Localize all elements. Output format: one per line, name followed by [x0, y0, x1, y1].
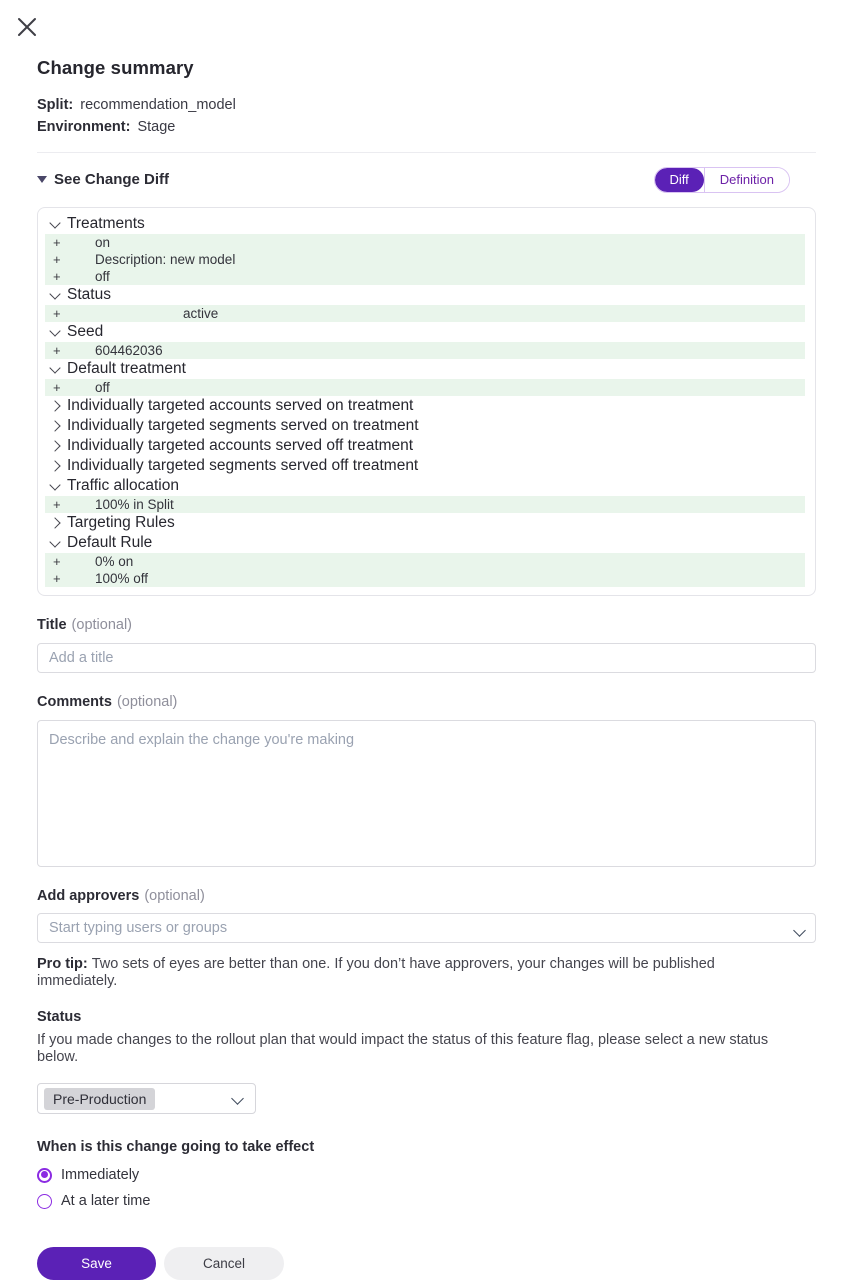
tab-definition[interactable]: Definition	[704, 168, 789, 192]
diff-group-targeted-accounts-on[interactable]	[45, 396, 805, 416]
approvers-field-label: Add approvers (optional)	[37, 888, 205, 904]
diff-group-treatments[interactable]	[45, 214, 805, 234]
radio-selected-icon[interactable]	[37, 1168, 52, 1183]
chevron-down-icon	[49, 362, 60, 373]
chevron-down-icon	[49, 479, 60, 490]
diff-group-label: Default Rule	[67, 534, 153, 551]
status-heading: Status	[37, 1009, 82, 1025]
change-diff-panel	[37, 207, 816, 596]
diff-added-value: active	[183, 306, 219, 321]
plus-icon: +	[53, 380, 61, 395]
diff-group-status[interactable]	[45, 285, 805, 305]
diff-group-label: Treatments	[67, 215, 145, 232]
approvers-input[interactable]	[37, 913, 816, 943]
diff-added-value: on	[95, 235, 111, 250]
radio-label: Immediately	[61, 1167, 140, 1183]
diff-group-targeting-rules[interactable]	[45, 513, 805, 533]
status-select[interactable]	[37, 1083, 256, 1114]
diff-group-seed[interactable]	[45, 322, 805, 342]
effect-heading: When is this change going to take effect	[37, 1139, 315, 1155]
title-input[interactable]	[37, 643, 816, 673]
close-icon	[16, 16, 38, 38]
diff-group-targeted-segments-on[interactable]	[45, 416, 805, 436]
chevron-down-icon	[49, 288, 60, 299]
split-row	[37, 94, 816, 116]
split-value: recommendation_model	[80, 97, 236, 113]
diff-added-row	[45, 379, 805, 396]
see-change-diff-toggle[interactable]	[37, 171, 169, 188]
plus-icon: +	[53, 306, 61, 321]
diff-group-label: Seed	[67, 323, 104, 340]
diff-group-label: Individually targeted accounts served on treatment	[67, 397, 414, 414]
tab-diff[interactable]: Diff	[655, 168, 704, 192]
status-description: If you made changes to the rollout plan that would impact the status of this feature flag, please select a new status below.	[37, 1032, 769, 1065]
approvers-combobox	[37, 913, 816, 943]
chevron-right-icon	[49, 460, 60, 471]
radio-option-immediately[interactable]	[37, 1166, 816, 1184]
radio-option-later-time[interactable]	[37, 1192, 816, 1210]
chevron-down-icon	[231, 1092, 244, 1105]
save-button[interactable]: Save	[37, 1247, 156, 1280]
pro-tip-text: Pro tip: Two sets of eyes are better than one. If you don’t have approvers, your changes will be published immediately.	[37, 956, 715, 989]
chevron-right-icon	[49, 420, 60, 431]
plus-icon: +	[53, 554, 61, 569]
diff-added-row	[45, 305, 805, 322]
summary-meta	[37, 94, 816, 138]
diff-added-row	[45, 251, 805, 268]
diff-group-label: Traffic allocation	[67, 477, 179, 494]
environment-label: Environment:	[37, 119, 131, 135]
page-title: Change summary	[37, 57, 194, 78]
action-buttons	[37, 1247, 816, 1280]
chevron-right-icon	[49, 440, 60, 451]
status-selected-chip: Pre-Production	[44, 1088, 155, 1110]
chevron-down-icon	[49, 325, 60, 336]
cancel-button[interactable]: Cancel	[164, 1247, 284, 1280]
diff-added-row	[45, 496, 805, 513]
environment-value: Stage	[137, 119, 176, 135]
diff-group-label: Default treatment	[67, 360, 186, 377]
chevron-right-icon	[49, 517, 60, 528]
diff-added-value: off	[95, 380, 110, 395]
diff-added-value: off	[95, 269, 110, 284]
diff-group-label: Individually targeted segments served off treatment	[67, 457, 419, 474]
diff-added-row	[45, 342, 805, 359]
close-button[interactable]	[14, 14, 40, 40]
diff-definition-toggle	[654, 167, 790, 193]
comments-field-label: Comments (optional)	[37, 694, 178, 710]
diff-group-label: Individually targeted accounts served off treatment	[67, 437, 414, 454]
chevron-down-icon	[49, 217, 60, 228]
radio-unselected-icon[interactable]	[37, 1194, 52, 1209]
diff-group-label: Targeting Rules	[67, 514, 175, 531]
see-change-diff-label: See Change Diff	[54, 171, 170, 188]
plus-icon: +	[53, 252, 61, 267]
diff-added-value: 100% in Split	[95, 497, 174, 512]
diff-added-row	[45, 234, 805, 251]
diff-group-label: Status	[67, 286, 111, 303]
diff-group-traffic-allocation[interactable]	[45, 476, 805, 496]
plus-icon: +	[53, 269, 61, 284]
diff-added-value: Description: new model	[95, 252, 236, 267]
diff-added-value: 604462036	[95, 343, 163, 358]
section-divider	[37, 152, 816, 153]
diff-group-default-treatment[interactable]	[45, 359, 805, 379]
diff-group-label: Individually targeted segments served on treatment	[67, 417, 419, 434]
radio-label: At a later time	[61, 1193, 151, 1209]
diff-added-row	[45, 570, 805, 587]
diff-group-targeted-segments-off[interactable]	[45, 456, 805, 476]
diff-added-row	[45, 268, 805, 285]
triangle-down-icon	[37, 176, 47, 183]
chevron-right-icon	[49, 400, 60, 411]
environment-row	[37, 116, 816, 138]
chevron-down-icon	[49, 536, 60, 547]
diff-added-row	[45, 553, 805, 570]
diff-added-value: 100% off	[95, 571, 149, 586]
diff-added-value: 0% on	[95, 554, 134, 569]
plus-icon: +	[53, 571, 61, 586]
title-field-label: Title (optional)	[37, 617, 132, 633]
diff-group-default-rule[interactable]	[45, 533, 805, 553]
plus-icon: +	[53, 235, 61, 250]
comments-textarea[interactable]	[37, 720, 816, 867]
plus-icon: +	[53, 497, 61, 512]
diff-group-targeted-accounts-off[interactable]	[45, 436, 805, 456]
split-label: Split:	[37, 97, 74, 113]
plus-icon: +	[53, 343, 61, 358]
